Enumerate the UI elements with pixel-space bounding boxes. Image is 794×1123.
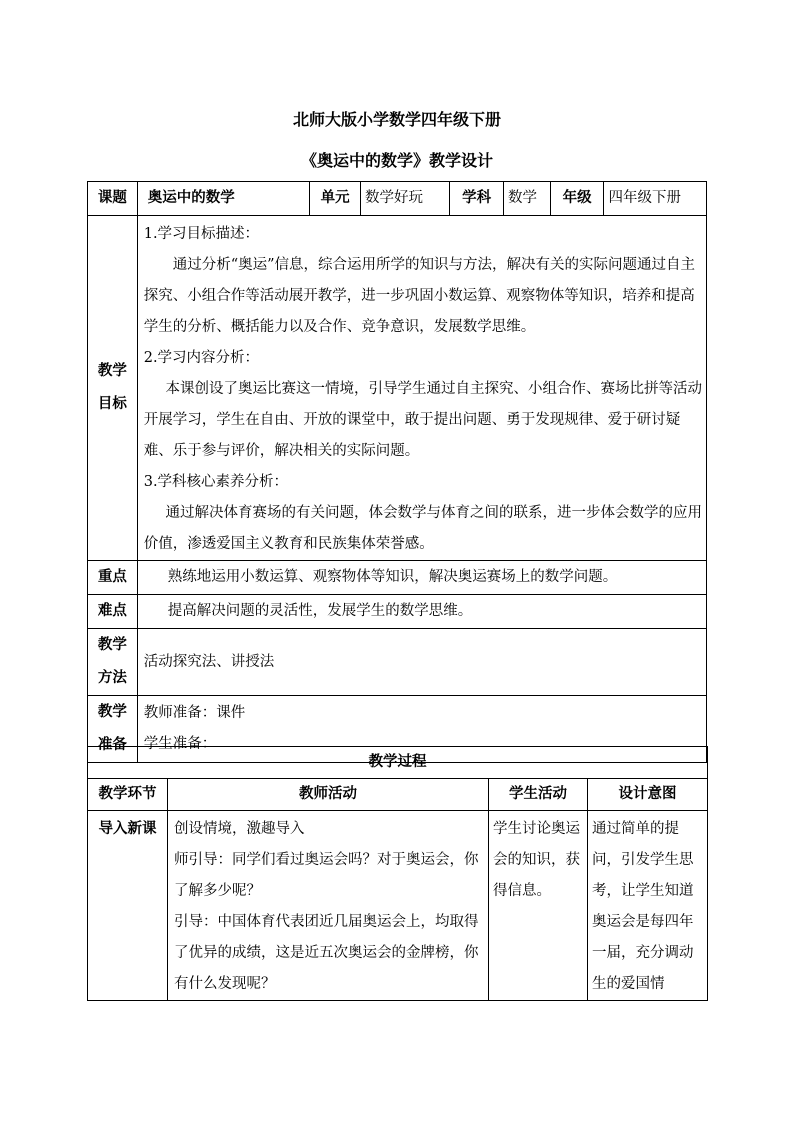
- process-header-stage: 教学环节: [88, 779, 168, 811]
- teacher-preparation: 教师准备：课件: [143, 705, 246, 721]
- grade-label: 年级: [550, 182, 604, 216]
- objective-s1-title: 1.学习目标描述：: [143, 226, 260, 242]
- process-header-student: 学生活动: [489, 779, 588, 811]
- objective-s1-text: 通过分析“奥运”信息，综合运用所学的知识与方法，解决有关的实际问题通过自主探究、小组合作等活动展开教学，进一步巩固小数运算、观察物体等知识，培养和提高学生的分析、概括能力以及合作、竞争意识，发展数学思维。: [143, 257, 696, 335]
- objectives-content: [137, 216, 706, 561]
- doc-title-line2: 《奥运中的数学》教学设计: [300, 151, 493, 170]
- subject-value: 数学: [504, 182, 551, 216]
- doc-title-line1: 北师大版小学数学四年级下册: [292, 110, 501, 129]
- objectives-label-line2: 目标: [97, 396, 127, 412]
- objectives-label-line1: 教学: [97, 363, 127, 379]
- unit-label: 单元: [310, 182, 361, 216]
- methods-label-line1: 教学: [97, 637, 127, 653]
- objective-s2-text: 本课创设了奥运比赛这一情境，引导学生通过自主探究、小组合作、赛场比拼等活动开展学习，学生在自由、开放的课堂中，敢于提出问题、勇于发现规律、爱于研讨疑难、乐于参与评价，解决相关的实际问题。: [143, 381, 702, 459]
- difficulties-text: 提高解决问题的灵活性，发展学生的数学思维。: [137, 595, 706, 629]
- grade-value: 四年级下册: [604, 182, 707, 216]
- process-header-teacher: 教师活动: [168, 779, 489, 811]
- topic-value: 奥运中的数学: [137, 182, 310, 216]
- objective-s3-text: 通过解决体育赛场的有关问题，体会数学与体育之间的联系，进一步体会数学的应用价值，渗透爱国主义教育和民族集体荣誉感。: [143, 505, 702, 552]
- methods-label-line2: 方法: [97, 670, 127, 686]
- teaching-process-table: [87, 746, 708, 1001]
- process-row-teacher: [168, 811, 489, 1001]
- methods-text: 活动探究法、讲授法: [137, 629, 706, 696]
- lesson-info-table: [87, 181, 707, 763]
- teacher-activity-line2: 师引导：同学们看过奥运会吗？对于奥运会，你了解多少呢？: [174, 852, 479, 899]
- process-row-student: 学生讨论奥运会的知识，获得信息。: [489, 811, 588, 1001]
- unit-value: 数学好玩: [360, 182, 449, 216]
- process-row-stage: 导入新课: [88, 811, 168, 1001]
- difficulties-label: 难点: [88, 595, 138, 629]
- preparation-label-line1: 教学: [97, 704, 127, 720]
- objective-s2-title: 2.学习内容分析：: [143, 350, 260, 366]
- process-row-intent: 通过简单的提问，引发学生思考，让学生知道奥运会是每四年一届，充分调动生的爱国情: [588, 811, 708, 1001]
- topic-label: 课题: [88, 182, 138, 216]
- preparation-label-line2: 准备: [97, 737, 127, 753]
- key-points-label: 重点: [88, 561, 138, 595]
- process-header-intent: 设计意图: [588, 779, 708, 811]
- teacher-activity-line1: 创设情境，激趣导入: [174, 821, 305, 837]
- teacher-activity-line3: 引导：中国体育代表团近几届奥运会上，均取得了优异的成绩，这是近五次奥运会的金牌榜，你有什么发现呢？: [174, 914, 479, 992]
- objectives-label: [88, 216, 138, 561]
- student-preparation: 学生准备：: [143, 736, 217, 752]
- methods-label: [88, 629, 138, 696]
- process-title: 教学过程: [88, 747, 708, 779]
- objective-s3-title: 3.学科核心素养分析：: [143, 474, 289, 490]
- key-points-text: 熟练地运用小数运算、观察物体等知识，解决奥运赛场上的数学问题。: [137, 561, 706, 595]
- subject-label: 学科: [450, 182, 504, 216]
